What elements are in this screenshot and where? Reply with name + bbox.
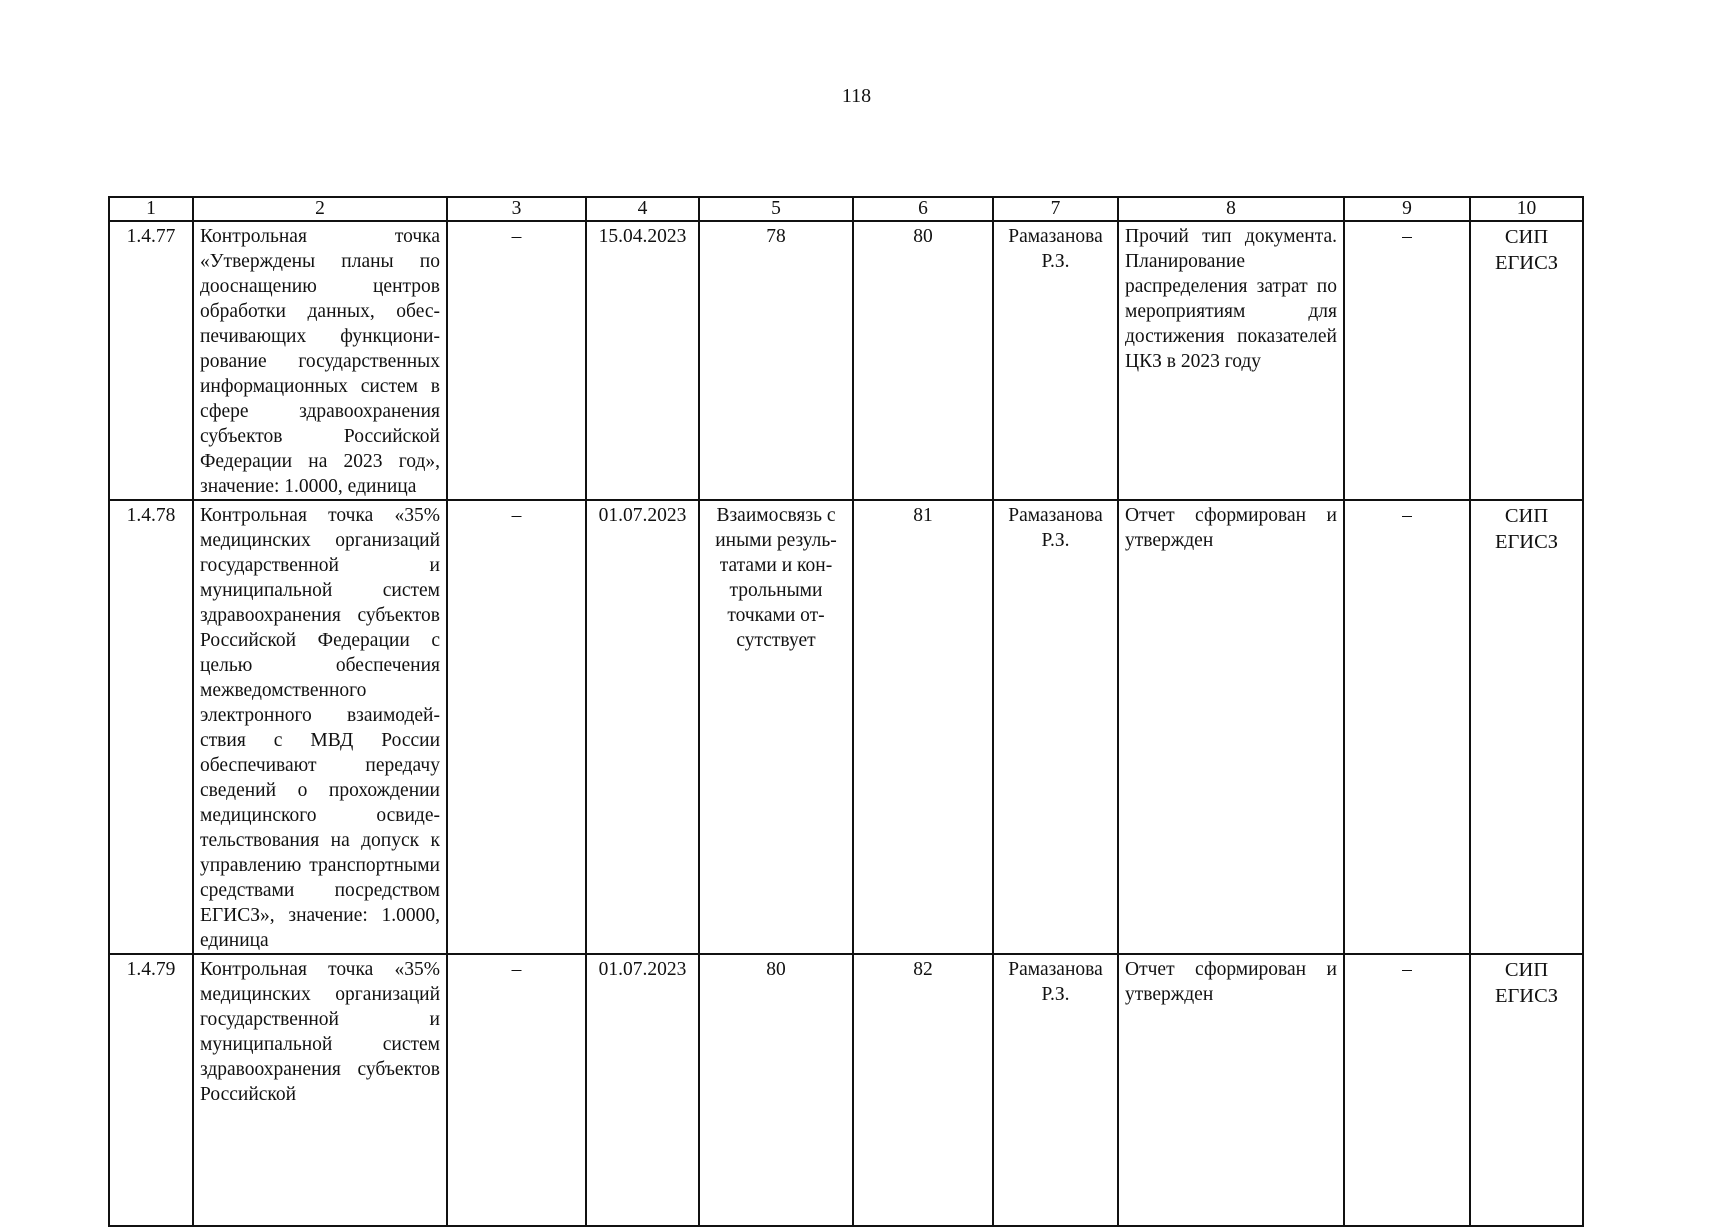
responsible-person: Рамазанова Р.З. [993, 500, 1118, 954]
row-number: 1.4.77 [109, 221, 193, 500]
cell-col-3: – [447, 500, 586, 954]
cell-col-5: Взаимосвязь с иными результатами и контрольными точками отсутствует [699, 500, 853, 954]
column-header: 3 [447, 197, 586, 221]
column-header: 4 [586, 197, 699, 221]
cell-col-6: 82 [853, 954, 993, 1226]
cell-col-6: 80 [853, 221, 993, 500]
column-header: 10 [1470, 197, 1583, 221]
document-type: Отчет сформирован и утвержден [1118, 500, 1344, 954]
control-point-description: Контрольная точка «Утверждены планы по дооснащению центров обработки данных, обеспечивающих функционирование государственных информационных систем в сфере здравоохранения субъектов Российской Федерации на 2023 год», значение: 1.0000, единица [193, 221, 447, 500]
information-system: СИП ЕГИСЗ [1470, 500, 1583, 954]
date-cell: 01.07.2023 [586, 500, 699, 954]
cell-col-9: – [1344, 221, 1470, 500]
cell-col-6: 81 [853, 500, 993, 954]
row-number: 1.4.79 [109, 954, 193, 1226]
column-header: 9 [1344, 197, 1470, 221]
column-header: 1 [109, 197, 193, 221]
table-row [109, 500, 1583, 954]
control-point-description: Контрольная точка «35% медицинских организаций государственной и муниципальной систем здравоохранения субъектов Российской Федерации с целью обеспечения межведомственного электронного взаимодействия с МВД России обеспечивают передачу сведений о прохождении медицинского освидетельствования на допуск к управлению транспортными средствами посредством ЕГИСЗ», значение: 1.0000, единица [193, 500, 447, 954]
responsible-person: Рамазанова Р.З. [993, 954, 1118, 1226]
table-header-row [109, 197, 1583, 221]
column-header: 6 [853, 197, 993, 221]
responsible-person: Рамазанова Р.З. [993, 221, 1118, 500]
control-point-description: Контрольная точка «35% медицинских организаций государственной и муниципальной систем здравоохранения субъектов Российской [193, 954, 447, 1226]
column-header: 8 [1118, 197, 1344, 221]
table-row [109, 221, 1583, 500]
document-table [108, 196, 1584, 1227]
document-type: Отчет сформирован и утвержден [1118, 954, 1344, 1226]
document-type: Прочий тип документа. Планирование распределения затрат по мероприятиям для достижения показателей ЦКЗ в 2023 году [1118, 221, 1344, 500]
information-system: СИП ЕГИСЗ [1470, 954, 1583, 1226]
information-system: СИП ЕГИСЗ [1470, 221, 1583, 500]
date-cell: 15.04.2023 [586, 221, 699, 500]
cell-col-3: – [447, 221, 586, 500]
cell-col-9: – [1344, 954, 1470, 1226]
cell-col-5: 78 [699, 221, 853, 500]
date-cell: 01.07.2023 [586, 954, 699, 1226]
cell-col-3: – [447, 954, 586, 1226]
column-header: 2 [193, 197, 447, 221]
cell-col-5: 80 [699, 954, 853, 1226]
column-header: 7 [993, 197, 1118, 221]
page-number: 118 [841, 85, 872, 107]
table-row [109, 954, 1583, 1226]
row-number: 1.4.78 [109, 500, 193, 954]
cell-col-9: – [1344, 500, 1470, 954]
column-header: 5 [699, 197, 853, 221]
